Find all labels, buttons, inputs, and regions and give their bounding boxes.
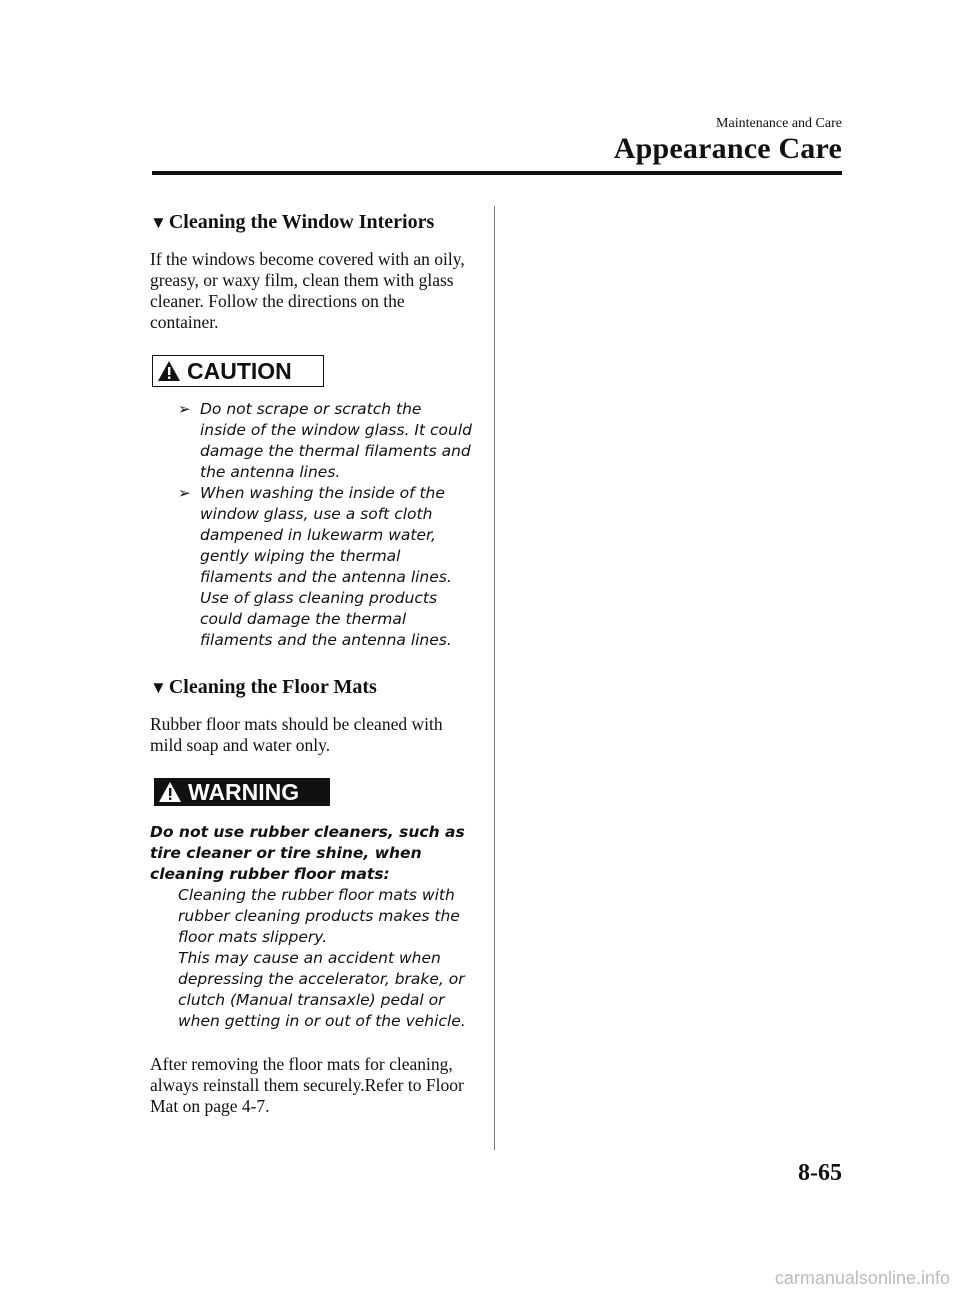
warning-label: WARNING xyxy=(188,778,300,805)
arrow-bullet-icon: ➢ xyxy=(178,484,191,502)
page-title: Appearance Care xyxy=(613,132,842,165)
triangle-marker-icon: ▼ xyxy=(150,213,167,232)
left-column xyxy=(150,208,472,1117)
floor-heading-text: Cleaning the Floor Mats xyxy=(168,676,377,698)
window-body-text: If the windows become covered with an oily, greasy, or waxy film, clean them with glass cleaner. Follow the directions on the container. xyxy=(150,249,465,332)
caution-item xyxy=(178,399,472,483)
floor-body-text: Rubber floor mats should be cleaned with mild soap and water only. xyxy=(150,714,443,755)
reinstall-text: After removing the floor mats for cleaning, always reinstall them securely.Refer to Floor Mat on page 4-7. xyxy=(150,1054,464,1116)
header-section-label: Maintenance and Care xyxy=(716,116,842,131)
warning-detail-text: This may cause an accident when depressing the accelerator, brake, or clutch (Manual transaxle) pedal or when getting in or out of the vehicle. xyxy=(178,949,466,1030)
caution-list xyxy=(150,399,472,651)
watermark: carmanualsonline.info xyxy=(774,1268,950,1288)
column-divider xyxy=(494,206,495,1150)
triangle-marker-icon: ▼ xyxy=(150,678,167,697)
warning-triangle-icon xyxy=(157,360,181,382)
window-section-heading xyxy=(150,208,472,237)
caution-label: CAUTION xyxy=(187,357,292,384)
warning-triangle-icon xyxy=(158,781,182,803)
caution-item-text: Do not scrape or scratch the inside of the window glass. It could damage the thermal filaments and the antenna lines. xyxy=(200,400,472,481)
caution-banner xyxy=(152,355,324,387)
caution-item-text: When washing the inside of the window glass, use a soft cloth dampened in lukewarm water, gently wiping the thermal filaments and the antenna lines. Use of glass cleaning products could damage the thermal filaments and the antenna lines. xyxy=(200,484,452,649)
floor-section-heading xyxy=(150,673,472,702)
page-number: 8-65 xyxy=(798,1160,842,1186)
warning-detail-text: Cleaning the rubber floor mats with rubber cleaning products makes the floor mats slippery. xyxy=(178,886,460,946)
window-heading-text: Cleaning the Window Interiors xyxy=(168,211,435,233)
caution-item xyxy=(178,483,472,651)
warning-banner xyxy=(154,778,330,806)
header-rule xyxy=(152,171,842,175)
warning-lead-text: Do not use rubber cleaners, such as tire cleaner or tire shine, when cleaning rubber floor mats: xyxy=(150,823,465,883)
arrow-bullet-icon: ➢ xyxy=(178,400,191,418)
